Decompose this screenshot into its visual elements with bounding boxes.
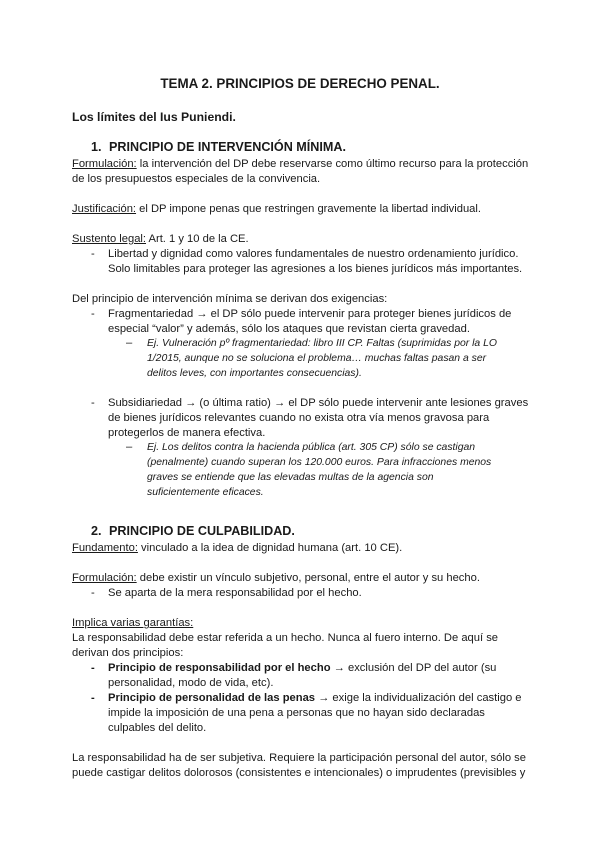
bullet-dash: -: [91, 308, 95, 320]
s2-principio-2-line-1: Principio de personalidad de las penas → exige la individualización del castigo e: [108, 692, 522, 704]
s1-derivan-text: Del principio de intervención mínima se derivan dos exigencias:: [72, 293, 388, 305]
s1-subsidiariedad-example-line-1: Ej. Los delitos contra la hacienda pública (art. 305 CP) sólo se castigan: [147, 442, 476, 453]
s1-sustento-label: Sustento legal:: [72, 233, 147, 245]
s2-fundamento: Fundamento: vinculado a la idea de dignidad humana (art. 10 CE).: [72, 542, 403, 554]
s1-formulacion-line-1: Formulación: la intervención del DP debe reservarse como último recurso para la protección: [72, 158, 529, 170]
section-1-number: 1.: [91, 140, 102, 154]
s1-formulacion-line-2: de los presupuestos especiales de la convivencia.: [72, 173, 321, 185]
s2-principio-2-line-2: impide la imposición de una pena a personas que no hayan sido declaradas: [108, 707, 485, 719]
s2-principio-1-line-2: personalidad, modo de vida, etc).: [108, 677, 274, 689]
s2-subjetiva-line-2: puede castigar delitos dolorosos (consistentes e intencionales) o imprudentes (previsibles y: [72, 767, 526, 779]
s2-principio-2-line-3: culpables del delito.: [108, 722, 207, 734]
section-2-title: PRINCIPIO DE CULPABILIDAD.: [109, 524, 295, 538]
s1-fragmentariedad-example-line-3: delitos leves, con importantes consecuencias).: [147, 368, 362, 379]
s1-sustento-legal: Sustento legal: Art. 1 y 10 de la CE.: [72, 233, 249, 245]
s2-principio-2-name: Principio de personalidad de las penas: [108, 692, 316, 704]
s1-fragmentariedad-example-line-2: 1/2015, aunque no se soluciona el problema… muchas faltas pasan a ser: [147, 353, 487, 364]
bullet-dash: -: [91, 248, 95, 260]
s2-garantias-line-1: La responsabilidad debe estar referida a un hecho. Nunca al fuero interno. De aquí se: [72, 632, 499, 644]
s1-fragmentariedad-line-1: Fragmentariedad → el DP sólo puede intervenir para proteger bienes jurídicos de: [108, 308, 512, 320]
s1-justificacion: Justificación: el DP impone penas que restringen gravemente la libertad individual.: [72, 203, 481, 215]
s2-garantias-label: Implica varias garantías:: [72, 617, 194, 629]
s1-subsidiariedad-example-line-3: graves se entiende que las elevadas multas de la agencia son: [147, 472, 434, 483]
s2-formulacion-bullet: Se aparta de la mera responsabilidad por el hecho.: [108, 587, 362, 599]
bullet-dash: -: [91, 692, 95, 704]
bullet-endash: –: [126, 337, 133, 349]
s2-garantias-line-2: derivan dos principios:: [72, 647, 184, 659]
s2-formulacion: Formulación: debe existir un vínculo subjetivo, personal, entre el autor y su hecho.: [72, 572, 480, 584]
s1-subsidiariedad-line-2: de bienes jurídicos relevantes cuando no exista otra vía menos gravosa para: [108, 412, 490, 424]
bullet-dash: -: [91, 587, 95, 599]
s2-principio-1-line-1: Principio de responsabilidad por el hecho → exclusión del DP del autor (su: [108, 662, 497, 674]
s1-justificacion-label: Justificación:: [72, 203, 137, 215]
s1-subsidiariedad-line-1: Subsidiariedad → (o última ratio) → el DP sólo puede intervenir ante lesiones graves: [108, 397, 529, 409]
section-2-number: 2.: [91, 524, 102, 538]
bullet-dash: -: [91, 662, 95, 674]
s1-sustento-bullet-line-1: Libertad y dignidad como valores fundamentales de nuestro ordenamiento jurídico.: [108, 248, 519, 260]
s2-fundamento-label: Fundamento:: [72, 542, 138, 554]
s2-subjetiva-line-1: La responsabilidad ha de ser subjetiva. Requiere la participación personal del autor, sólo se: [72, 752, 526, 764]
s2-principio-1-name: Principio de responsabilidad por el hecho: [108, 662, 331, 674]
section-1-heading: [91, 140, 346, 155]
bullet-endash: –: [126, 441, 133, 453]
bullet-dash: -: [91, 397, 95, 409]
s1-subsidiariedad-example-line-4: suficientemente eficaces.: [147, 487, 264, 498]
section-1-title: PRINCIPIO DE INTERVENCIÓN MÍNIMA.: [109, 140, 346, 154]
s1-formulacion-label: Formulación:: [72, 158, 137, 170]
s1-subsidiariedad-line-3: protegerlos de manera efectiva.: [108, 427, 266, 439]
s1-subsidiariedad-example-line-2: (penalmente) cuando superan los 120.000 euros. Para infracciones menos: [147, 457, 492, 468]
subtitle: Los límites del Ius Puniendi.: [72, 110, 236, 124]
page-title: TEMA 2. PRINCIPIOS DE DERECHO PENAL.: [160, 76, 440, 91]
s1-fragmentariedad-line-2: especial “valor” y además, sólo los ataques que revistan cierta gravedad.: [108, 323, 470, 335]
section-2-heading: [91, 524, 295, 539]
s1-fragmentariedad-example-line-1: Ej. Vulneración pº fragmentariedad: libro III CP. Faltas (suprimidas por la LO: [147, 338, 497, 349]
s1-sustento-bullet-line-2: Solo limitables para proteger las agresiones a los bienes jurídicos más importantes.: [108, 263, 523, 275]
s2-formulacion-label: Formulación:: [72, 572, 137, 584]
